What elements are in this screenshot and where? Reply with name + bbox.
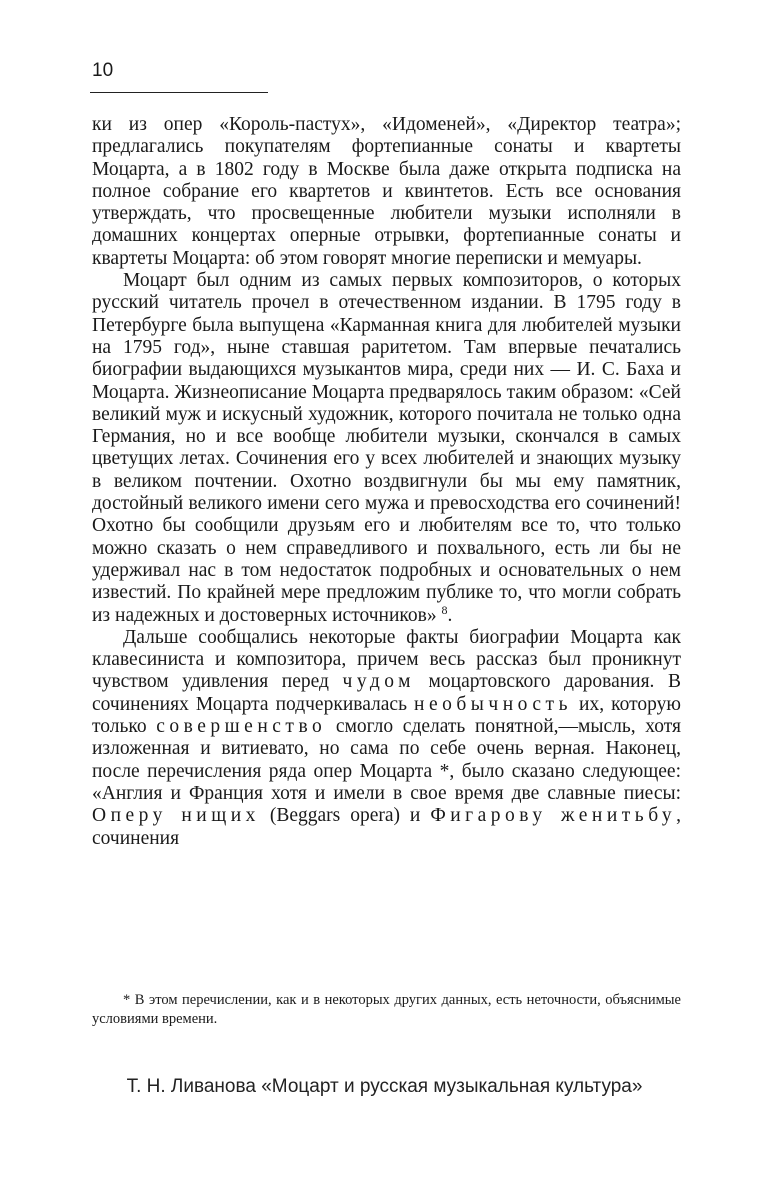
footnote xyxy=(92,991,681,1029)
body-text xyxy=(92,114,681,850)
paragraph-1 xyxy=(92,114,681,270)
paragraph-3 xyxy=(92,627,681,850)
spaced-emphasis-2: необычность xyxy=(414,693,572,715)
paragraph-3-part1: Дальше сообщались некоторые факты биографии Моцарта как клавесиниста и композитора, причем весь рассказ был проникнут чувством удивления перед xyxy=(92,626,681,693)
paragraph-3-part3: их, которую только xyxy=(92,693,681,738)
footnote-star: * xyxy=(439,760,450,782)
spaced-emphasis-5: Фигарову женитьбу xyxy=(430,805,677,827)
book-caption: Т. Н. Ливанова «Моцарт и русская музыкальная культура» xyxy=(126,1076,643,1097)
page-number: 10 xyxy=(92,60,114,81)
paragraph-2 xyxy=(92,270,681,627)
spaced-emphasis-1: чудом xyxy=(342,671,415,693)
spaced-emphasis-3: совершенство xyxy=(156,716,327,738)
header-rule xyxy=(90,92,268,93)
paragraph-3-part6: (Beggars opera) и xyxy=(269,805,421,827)
spaced-emphasis-4: Оперу нищих xyxy=(92,805,260,827)
paragraph-3-part4: смогло сделать понятной,—мысль, хотя изложенная и витиевато, но сама по себе очень верная. Наконец, после перечисления ряда опер Моцарта xyxy=(92,716,682,782)
footnote-text: * В этом перечислении, как и в некоторых других данных, есть неточности, объяснимые условиями времени. xyxy=(92,992,681,1027)
footnote-reference-8: 8 xyxy=(441,602,448,617)
paragraph-3-part7: , сочинения xyxy=(92,805,681,849)
paragraph-3-part2: моцартовского дарования. В сочинениях Моцарта подчеркивалась xyxy=(92,671,681,715)
paragraph-2-text: Моцарт был одним из самых первых композиторов, о которых русский читатель прочел в отечественном издании. В 1795 году в Петербурге была выпущена «Карманная книга для любителей музыки на 1795 год», ныне ставшая раритетом. Там впервые печатались биографии выдающихся музыкантов мира, среди них — И. С. Баха и Моцарта. Жизнеописание Моцарта предварялось таким образом: «Сей великий муж и искусный художник, которого почитала не только одна Германия, но и все вообще любители музыки, скончался в самых цветущих летах. Сочинения его у всех любителей и знающих музыку в великом почтении. Охотно воздвигнули бы мы ему памятник, достойный великого имени сего мужа и превосходства его сочинений! Охотно бы сообщили друзьям его и любителям все то, что только можно сказать о нем справедливого и похвального, есть ли бы не удерживал нас в том недостаток подробных и основательных о нем известий. По крайней мере предложим публике то, что могли собрать из надежных и достоверных источников» xyxy=(92,270,681,626)
paragraph-2-end: . xyxy=(447,604,453,626)
paragraph-1-text: ки из опер «Король-пастух», «Идоменей», «Директор театра»; предлагались покупателям фортепианные сонаты и квартеты Моцарта, а в 1802 году в Москве была даже открыта подписка на полное собрание его квартетов и квинтетов. Есть все основания утверждать, что просвещенные любители музыки исполняли в домашних концертах оперные отрывки, фортепианные сонаты и квартеты Моцарта: об этом говорят многие переписки и мемуары. xyxy=(92,114,681,269)
paragraph-3-part5: , было сказано следующее: «Англия и Франция хотя и имели в свое время две славные пиесы: xyxy=(92,760,681,804)
